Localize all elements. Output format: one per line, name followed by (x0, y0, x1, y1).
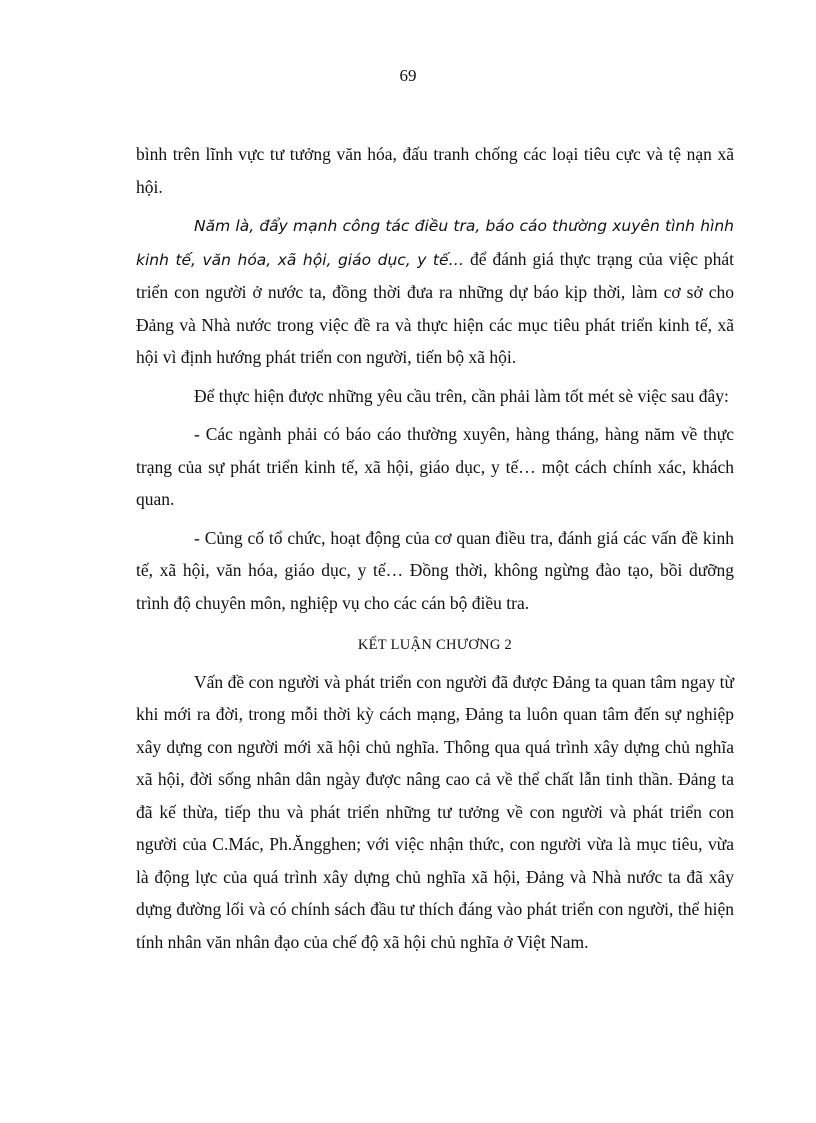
paragraph-nam-la (136, 209, 734, 374)
paragraph-conclusion (136, 666, 734, 959)
paragraph-text: - Củng cố tổ chức, hoạt động của cơ quan điều tra, đánh giá các vấn đề kinh tế, xã hội, văn hóa, giáo dục, y tế… Đồng thời, không ngừng đào tạo, bồi dưỡng trình độ chuyên môn, nghiệp vụ cho các cán bộ điều tra. (136, 527, 734, 613)
paragraph-requirements (136, 380, 734, 413)
paragraph-text: để đánh giá thực trạng của việc phát triển con người ở nước ta, đồng thời đưa ra những dự báo kịp thời, làm cơ sở cho Đảng và Nhà nước trong việc đề ra và thực hiện các mục tiêu phát triển kinh tế, xã hội vì định hướng phát triển con người, tiến bộ xã hội. (136, 248, 734, 367)
paragraph-continuation (136, 138, 734, 203)
list-item-organization (136, 522, 734, 620)
paragraph-text: Để thực hiện được những yêu cầu trên, cần phải làm tốt mét sè việc sau đây: (194, 385, 729, 406)
paragraph-text: Vấn đề con người và phát triển con người đã được Đảng ta quan tâm ngay từ khi mới ra đời, trong mỗi thời kỳ cách mạng, Đảng ta luôn quan tâm đến sự nghiệp xây dựng con người mới xã hội chủ nghĩa. Thông qua quá trình xây dựng chủ nghĩa xã hội, đời sống nhân dân ngày được nâng cao cả về thể chất lẫn tinh thần. Đảng ta đã kế thừa, tiếp thu và phát triển những tư tưởng về con người và phát triển con người của C.Mác, Ph.Ăngghen; với việc nhận thức, con người vừa là mục tiêu, vừa là động lực của quá trình xây dựng chủ nghĩa xã hội, Đảng và Nhà nước ta đã xây dựng đường lối và có chính sách đầu tư thích đáng vào phát triển con người, thể hiện tính nhân văn nhân đạo của chế độ xã hội chủ nghĩa ở Việt Nam. (136, 671, 734, 952)
italic-lead: Năm là, đẩy mạnh công tác điều tra, báo cáo thường xuyên tình hình kinh tế, văn hóa, xã hội, giáo dục, y tế… (136, 217, 734, 269)
body-text (136, 138, 734, 964)
paragraph-text: bình trên lĩnh vực tư tưởng văn hóa, đấu tranh chống các loại tiêu cực và tệ nạn xã hội. (136, 144, 734, 197)
chapter-conclusion-heading: KẾT LUẬN CHƯƠNG 2 (357, 637, 513, 653)
paragraph-text: - Các ngành phải có báo cáo thường xuyên, hàng tháng, hàng năm về thực trạng của sự phát triển kinh tế, xã hội, giáo dục, y tế… một cách chính xác, khách quan. (136, 424, 734, 509)
page-number: 69 (399, 66, 417, 85)
list-item-reports (136, 418, 734, 516)
